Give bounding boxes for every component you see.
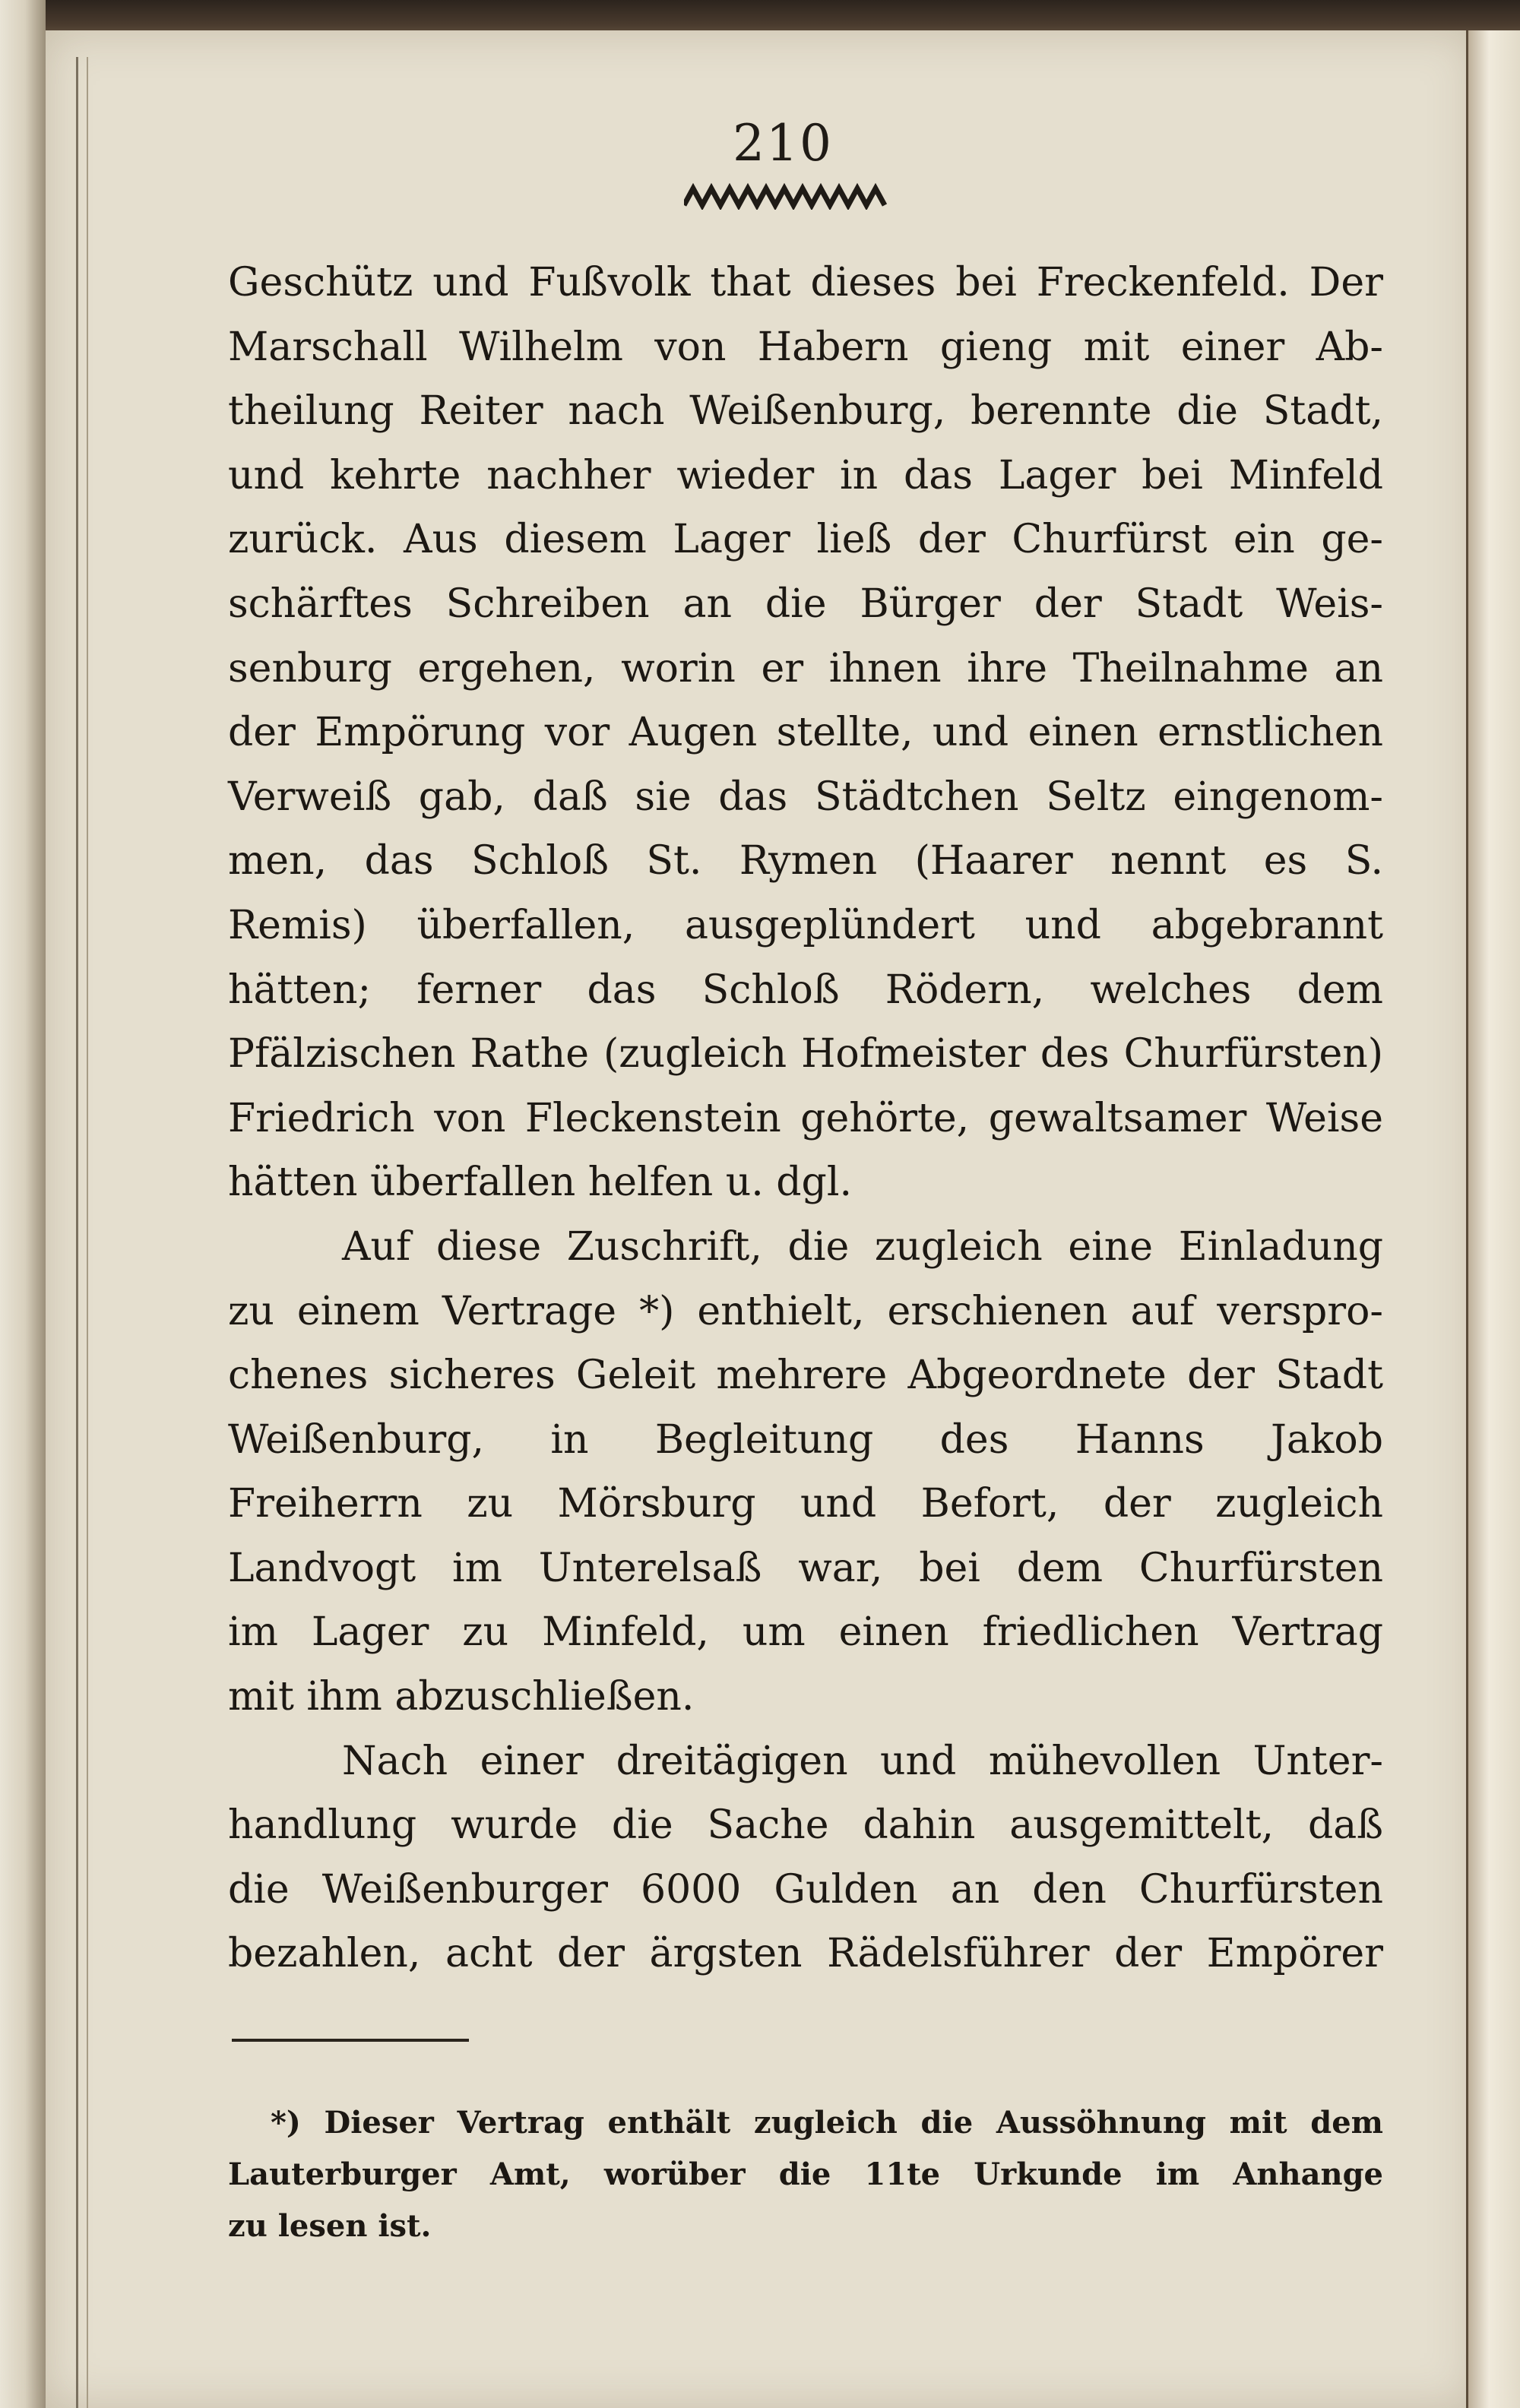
footnote-separator bbox=[232, 2039, 469, 2042]
page-number: 210 bbox=[733, 114, 833, 172]
paragraph-start-line: Auf diese Zuschrift, die zugleich eine Einladung bbox=[342, 1223, 1383, 1270]
text-line: Freiherrn zu Mörsburg und Befort, der zugleich bbox=[228, 1481, 1383, 1527]
text-line: hätten überfallen helfen u. dgl. bbox=[228, 1160, 853, 1206]
text-line: Landvogt im Unterelsaß war, bei dem Churfürsten bbox=[228, 1545, 1383, 1591]
text-line: handlung wurde die Sache dahin ausgemittelt, daß bbox=[228, 1802, 1383, 1849]
text-line: Weißenburg, in Begleitung des Hanns Jakob bbox=[228, 1416, 1383, 1463]
text-line: Verweiß gab, daß sie das Städtchen Seltz eingenom- bbox=[228, 774, 1383, 820]
text-line: chenes sicheres Geleit mehrere Abgeordnete der Stadt bbox=[228, 1353, 1383, 1399]
text-line: senburg ergehen, worin er ihnen ihre Theilnahme an bbox=[228, 645, 1383, 691]
text-line: der Empörung vor Augen stellte, und einen ernstlichen bbox=[228, 710, 1383, 756]
text-line: men, das Schloß St. Rymen (Haarer nennt es S. bbox=[228, 838, 1383, 884]
header-ornament bbox=[684, 182, 889, 210]
footnote-line: zu lesen ist. bbox=[228, 2208, 432, 2244]
text-line: bezahlen, acht der ärgsten Rädelsführer der Empörer bbox=[228, 1931, 1383, 1977]
binding-edge bbox=[0, 0, 46, 2408]
text-line: im Lager zu Minfeld, um einen friedlichen Vertrag bbox=[228, 1609, 1383, 1656]
text-line: Friedrich von Fleckenstein gehörte, gewaltsamer Weise bbox=[228, 1095, 1383, 1141]
text-line: Remis) überfallen, ausgeplündert und abgebrannt bbox=[228, 902, 1383, 948]
text-line: zu einem Vertrage *) enthielt, erschienen auf verspro- bbox=[228, 1288, 1383, 1334]
text-line: die Weißenburger 6000 Gulden an den Churfürsten bbox=[228, 1866, 1383, 1913]
text-line: Pfälzischen Rathe (zugleich Hofmeister des Churfürsten) bbox=[228, 1031, 1383, 1077]
paragraph-start-line: Nach einer dreitägigen und mühevollen Unter- bbox=[342, 1738, 1383, 1784]
text-line: mit ihm abzuschließen. bbox=[228, 1674, 695, 1720]
page-border-line-inner bbox=[87, 57, 88, 2408]
text-line: und kehrte nachher wieder in das Lager bei Minfeld bbox=[228, 452, 1383, 498]
page-border-line bbox=[76, 57, 78, 2408]
body-text bbox=[228, 251, 1383, 1986]
footnote-line: *) Dieser Vertrag enthält zugleich die Aussöhnung mit dem bbox=[271, 2105, 1383, 2141]
footnote-line: Lauterburger Amt, worüber die 11te Urkunde im Anhange bbox=[228, 2156, 1383, 2192]
text-line: hätten; ferner das Schloß Rödern, welches dem bbox=[228, 967, 1383, 1013]
text-line: schärftes Schreiben an die Bürger der Stadt Weis- bbox=[228, 581, 1383, 627]
footnote bbox=[228, 2097, 1383, 2252]
text-line: theilung Reiter nach Weißenburg, berennte die Stadt, bbox=[228, 388, 1383, 435]
text-line: Geschütz und Fußvolk that dieses bei Freckenfeld. Der bbox=[228, 260, 1383, 305]
text-line: zurück. Aus diesem Lager ließ der Churfürst ein ge- bbox=[228, 517, 1383, 563]
text-line: Marschall Wilhelm von Habern gieng mit einer Ab- bbox=[228, 324, 1383, 370]
page-stack-edge bbox=[1466, 30, 1520, 2408]
